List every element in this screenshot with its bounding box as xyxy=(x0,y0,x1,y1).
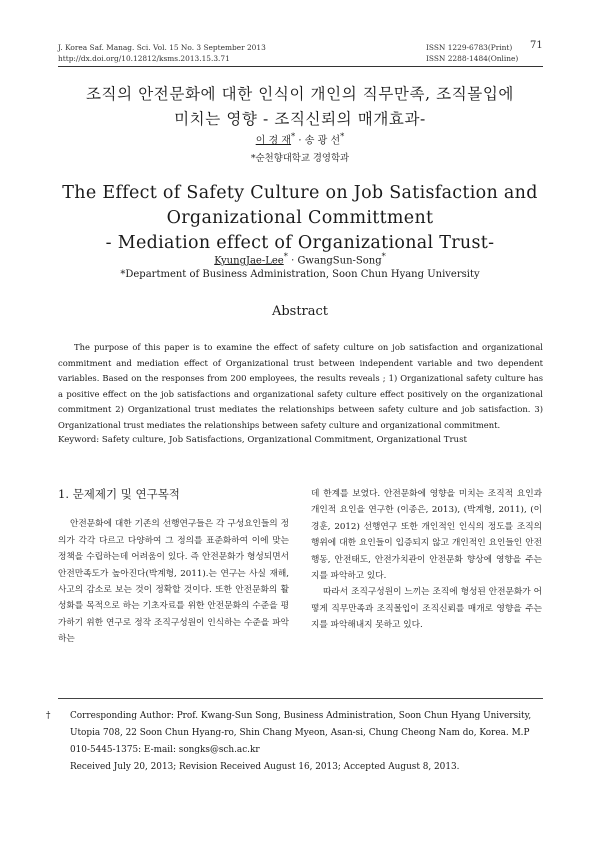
abstract-heading: Abstract xyxy=(271,304,329,319)
footnote xyxy=(46,708,543,776)
korean-title-line-2: 미치는 영향 - 조직신뢰의 매개효과- xyxy=(174,110,426,128)
korean-author-1-mark: * xyxy=(291,131,296,141)
running-header-left xyxy=(58,42,266,64)
english-authors xyxy=(0,251,600,266)
english-author-2-mark: * xyxy=(381,251,386,261)
body-paragraph: 따라서 조직구성원이 느끼는 조직에 형성된 안전문화가 어떻게 직무만족과 조직몰입이 조직신뢰를 매개로 영향을 주는지를 파악해내지 못하고 있다. xyxy=(311,587,542,631)
corresponding-author-note xyxy=(46,708,543,759)
english-title-line-3: - Mediation effect of Organizational Trust- xyxy=(105,233,495,253)
body-paragraph: 데 한계를 보였다. 안전문화에 영향을 미치는 조직적 요인과 개인적 요인을 연구한 (이종은, 2013), (박계형, 2011), (이경훈, 2012) 선행연구 또한 개인적인 인식의 정도를 조직의 행위에 대한 요인들이 입증되지 않고 개인적인 요인들인 안전행동, 안전태도, 안전가치관이 안전문화 향상에 영향을 주는지를 파악하고 있다. xyxy=(311,489,542,582)
korean-title-line-1: 조직의 안전문화에 대한 인식이 개인의 직무만족, 조직몰입에 xyxy=(85,85,514,103)
running-header-right xyxy=(426,42,518,64)
dagger-mark: † xyxy=(46,711,51,721)
english-title-line-1: The Effect of Safety Culture on Job Satisfaction and xyxy=(62,183,538,203)
author-separator: · xyxy=(295,135,305,147)
korean-author-2-mark: * xyxy=(340,131,345,141)
corresponding-author-text: Corresponding Author: Prof. Kwang-Sun Song, Business Administration, Soon Chun Hyang University, Utopia 708, 22 Soon Chun Hyang-ro, Shin Chang Myeon, Asan-si, Chung Cheong Nam do, Korea. M.P 010-5445-1375: E-mail: songks@sch.ac.kr xyxy=(70,711,532,755)
section-heading: 1. 문제제기 및 연구목적 xyxy=(58,487,180,501)
doi-link[interactable]: http://dx.doi.org/10.12812/ksms.2013.15.3.71 xyxy=(58,54,230,63)
english-author-1: KyungJae-Lee xyxy=(214,255,284,267)
abstract-body: The purpose of this paper is to examine the effect of safety culture on job satisfaction and organizational commitment and mediation effect of Organizational trust between independent variable and two dependent variables. Based on the responses from 200 employees, the results reveals ; 1) Organizational safety culture has a positive effect on the job satisfactions and organizational safety culture effect positively on the organizational commitment 2) Organizational trust mediates the relationships between safety culture and job satisfaction. 3) Organizational trust mediates the relationships between safety culture and organizational commitment. xyxy=(58,342,543,430)
issn-online: ISSN 2288-1484(Online) xyxy=(426,54,519,63)
body-column-right xyxy=(311,486,542,634)
body-column-left xyxy=(58,486,289,648)
korean-author-2: 송 광 선 xyxy=(304,135,341,147)
english-author-1-mark: * xyxy=(283,251,288,261)
korean-author-1: 이 경 재 xyxy=(255,135,292,147)
korean-affiliation: *순천향대학교 경영학과 xyxy=(250,153,350,164)
english-author-2: GwangSun-Song xyxy=(297,255,382,267)
footnote-divider xyxy=(58,698,543,699)
english-affiliation: *Department of Business Administration, Soon Chun Hyang University xyxy=(120,269,480,280)
issn-print: ISSN 1229-6783(Print) xyxy=(426,43,513,52)
received-dates: Received July 20, 2013; Revision Received August 16, 2013; Accepted August 8, 2013. xyxy=(70,762,460,772)
header-divider xyxy=(58,66,543,67)
english-title-line-2: Organizational Committment xyxy=(166,208,434,228)
korean-title xyxy=(40,82,560,132)
journal-citation: J. Korea Saf. Manag. Sci. Vol. 15 No. 3 September 2013 xyxy=(58,43,266,52)
english-title xyxy=(30,181,570,256)
author-separator: · xyxy=(287,255,298,267)
page-number: 71 xyxy=(530,40,543,51)
body-paragraph: 안전문화에 대한 기존의 선행연구들은 각 구성요인들의 정의가 각각 다르고 다양하여 그 정의를 표준화하여 이에 맞는 정책을 수립하는데 어려움이 있다. 즉 안전문화가 형성되면서 안전만족도가 높아진다(박계형, 2011).는 연구는 사실 재해, 사고의 감소로 보는 것이 정확할 것이다. 또한 안전문화의 활성화를 목적으로 하는 기초자료를 위한 안전문화의 수준을 평가하기 위한 연구로 정작 조직구성원이 인식하는 수준을 파악하는 xyxy=(58,519,289,645)
abstract-keywords: Keyword: Safety culture, Job Satisfactions, Organizational Commitment, Organizational Trust xyxy=(58,435,467,445)
korean-authors xyxy=(0,131,600,146)
